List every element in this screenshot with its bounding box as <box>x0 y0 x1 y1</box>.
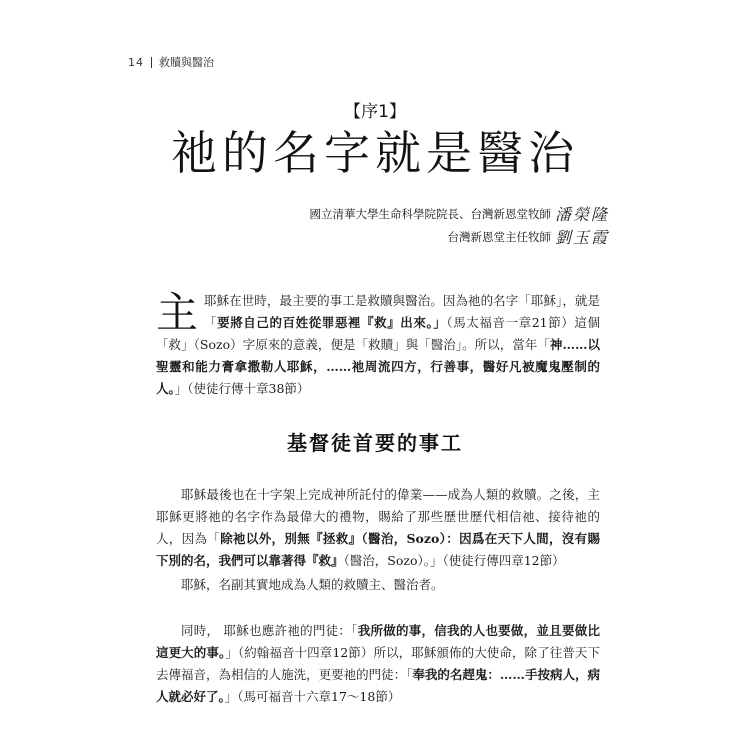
body-paragraph <box>156 574 600 596</box>
preface-label: 【序1】 <box>344 102 406 122</box>
running-header <box>128 52 214 72</box>
author-affiliation: 台灣新恩堂主任牧師 <box>447 229 551 244</box>
page-number: 14 <box>128 55 144 69</box>
body-text: 耶穌，名副其實地成為人類的救贖主、醫治者。 <box>181 577 444 592</box>
intro-text: 」（使徒行傳十章38節） <box>174 381 310 396</box>
intro-text: 耶穌在世時，最主要的事工是救贖與醫治。因為祂的名字「耶穌」，就是「 <box>204 293 600 330</box>
body-paragraph <box>156 620 600 708</box>
author-line-2 <box>447 225 609 248</box>
author-line-1 <box>309 202 609 225</box>
section-heading: 基督徒首要的事工 <box>287 431 463 455</box>
scripture-quote: 我所做的事，信我的人也要做，並且要做比這更大的事。 <box>156 623 600 660</box>
scripture-quote: 奉我的名趕鬼：……手按病人，病人就必好了。 <box>156 667 600 704</box>
drop-cap: 主 <box>156 288 199 337</box>
chapter-title: 祂的名字就是醫治 <box>171 126 579 180</box>
author-affiliation: 國立清華大學生命科學院院長、台灣新恩堂牧師 <box>309 206 551 221</box>
body-text: 」（約翰福音十四章12節）所以，耶穌頒佈的大使命，除了往普天下去傳福音，為相信的人施洗，更要祂的門徒：「 <box>156 645 600 682</box>
header-divider <box>151 57 152 68</box>
author-signature: 潘榮隆 <box>554 205 609 224</box>
body-text: 耶穌最後也在十字架上完成神所託付的偉業——成為人類的救贖。之後，主耶穌更將祂的名字作為最偉大的禮物，賜給了那些歷世歷代相信祂、接待祂的人，因為「 <box>156 487 600 546</box>
scripture-quote: 要將自己的百姓從罪惡裡『救』出來。」 <box>217 315 447 330</box>
intro-paragraph <box>156 290 600 400</box>
body-text: （醫治，Sozo）。」（使徒行傳四章12節） <box>343 553 565 568</box>
author-signature: 劉玉霞 <box>554 228 609 247</box>
scripture-quote: 除祂以外，別無『拯救』（醫治，Sozo）：因爲在天下人間，沒有賜下別的名，我們可以靠著得『救』 <box>156 531 600 568</box>
scripture-quote: 神……以聖靈和能力膏拿撒勒人耶穌，……祂周流四方，行善事，醫好凡被魔鬼壓制的人。 <box>156 337 600 396</box>
intro-text: （馬太福音一章21節）這個「救」（Sozo）字原來的意義，便是「救贖」與「醫治」。所以，當年「 <box>156 315 600 352</box>
body-paragraph <box>156 484 600 572</box>
body-text: 同時， 耶穌也應許祂的門徒：「 <box>181 623 358 638</box>
book-title: 救贖與醫治 <box>159 56 214 69</box>
body-text: 」（馬可福音十六章17～18節） <box>224 689 401 704</box>
